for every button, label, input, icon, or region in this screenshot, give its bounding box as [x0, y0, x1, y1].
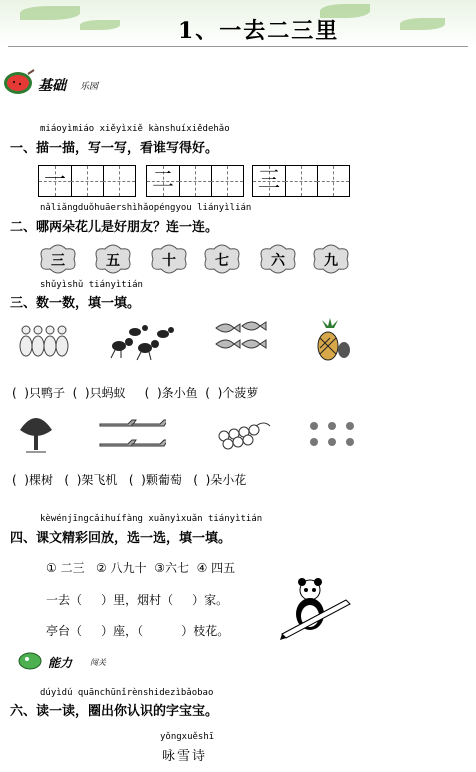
fish-icon: [212, 318, 270, 360]
flower-card[interactable]: [202, 243, 242, 275]
grid-char: 一: [43, 168, 66, 193]
watermelon-icon: [2, 68, 36, 96]
q3-pinyin: shǔyìshǔ tiányìtián: [40, 280, 143, 290]
flower-char: 五: [106, 253, 120, 269]
panda-pencil-icon: [280, 578, 352, 642]
poem-title: 咏雪诗: [162, 749, 208, 764]
q4-line-2[interactable]: 亭台（ ）座，（ ）枝花。: [46, 624, 230, 638]
flower-card[interactable]: [38, 243, 78, 275]
q1-pinyin: miáoyìmiáo xiěyìxiě kànshuíxiědehǎo: [40, 124, 230, 134]
q4-options: ① 二三 ② 八九十 ③六七 ④ 四五: [46, 561, 236, 575]
flower-char: 三: [51, 253, 65, 269]
foundation-subtitle: 乐园: [80, 82, 99, 92]
q6-heading: 六、读一读，圈出你认识的字宝宝。: [10, 704, 219, 719]
flower-card[interactable]: [149, 243, 189, 275]
q2-heading: 二、哪两朵花儿是好朋友？连一连。: [10, 220, 219, 235]
flower-char: 十: [162, 253, 176, 269]
q6-pinyin: dúyìdú quānchūnǐrènshidezìbǎobao: [40, 688, 214, 698]
grid-char: 二: [151, 168, 174, 193]
q1-heading: 一、描一描，写一写，看谁写得好。: [10, 141, 219, 156]
q3-answer-row-2[interactable]: ( )棵树 ( )架飞机 ( )颗葡萄 ( )朵小花: [12, 473, 247, 487]
q4-line-1[interactable]: 一去（ ）里，烟村（ ）家。: [46, 593, 229, 607]
flowers-icon: [306, 418, 364, 452]
airplanes-icon: [98, 414, 166, 454]
q3-answer-row-1[interactable]: ( )只鸭子 ( )只蚂蚁 ( )条小鱼 ( )个菠萝: [12, 386, 259, 400]
q2-pinyin: nǎliǎngduǒhuāershìhǎopéngyou liányìlián: [40, 203, 252, 213]
flower-card[interactable]: [258, 243, 298, 275]
apple-icon: [18, 650, 44, 670]
foundation-badge: [2, 68, 36, 100]
ducks-icon: [18, 318, 80, 362]
writing-grid-2[interactable]: [146, 165, 244, 197]
writing-grid-3[interactable]: [252, 165, 350, 197]
foundation-title: 基础: [38, 78, 66, 94]
flower-card[interactable]: [93, 243, 133, 275]
q4-heading: 四、课文精彩回放，选一选，填一填。: [10, 531, 232, 546]
flower-char: 六: [271, 253, 285, 269]
ability-title: 能力: [48, 656, 73, 670]
pineapple-icon: [310, 318, 354, 364]
flower-card[interactable]: [311, 243, 351, 275]
tree-icon: [14, 410, 58, 454]
grid-char: 三: [257, 168, 280, 193]
writing-grid-1[interactable]: [38, 165, 136, 197]
grapes-icon: [216, 416, 272, 456]
q3-heading: 三、数一数，填一填。: [10, 296, 141, 311]
ability-subtitle: 闯关: [90, 658, 106, 667]
q4-pinyin: kèwénjīngcǎihuífàng xuǎnyìxuǎn tiányìtián: [40, 514, 263, 524]
flower-char: 九: [324, 253, 338, 269]
header-divider: [8, 46, 468, 47]
poem-title-pinyin: yǒngxuěshī: [160, 732, 215, 742]
ants-icon: [105, 318, 177, 364]
page-title: 1、一去二三里: [178, 18, 340, 44]
flower-char: 七: [215, 253, 229, 269]
